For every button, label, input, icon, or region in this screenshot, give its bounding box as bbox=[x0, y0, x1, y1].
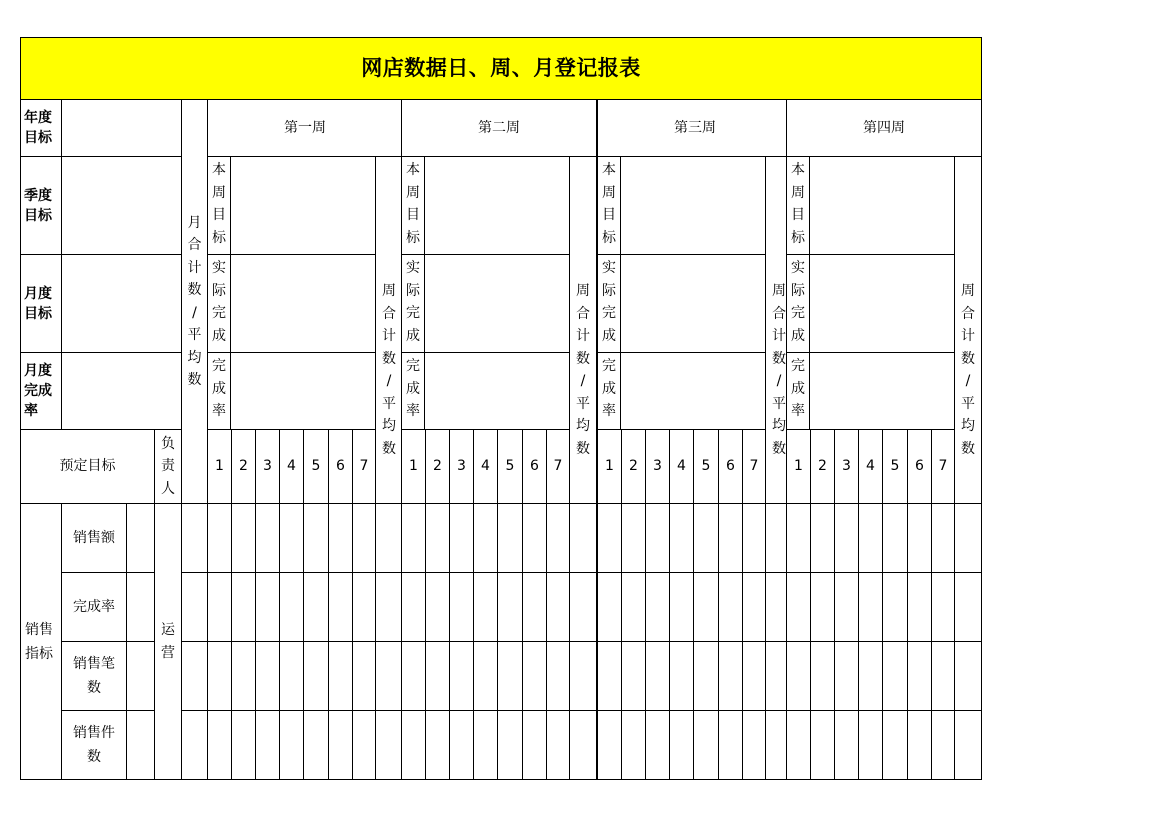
metric-cell[interactable] bbox=[693, 710, 719, 780]
metric-cell[interactable] bbox=[742, 641, 766, 711]
week-header: 第三周 bbox=[597, 99, 793, 157]
metric-cell[interactable] bbox=[931, 710, 955, 780]
metric-cell[interactable] bbox=[126, 710, 155, 780]
metric-cell[interactable] bbox=[810, 710, 835, 780]
day-number: 5 bbox=[882, 429, 908, 504]
metric-cell[interactable] bbox=[954, 503, 982, 573]
metric-cell[interactable] bbox=[718, 503, 743, 573]
metric-cell[interactable] bbox=[786, 503, 811, 573]
metric-cell[interactable] bbox=[126, 641, 155, 711]
day-number: 2 bbox=[425, 429, 450, 504]
day-number: 5 bbox=[693, 429, 719, 504]
metric-cell[interactable] bbox=[931, 641, 955, 711]
metric-cell[interactable] bbox=[546, 710, 570, 780]
metric-cell[interactable] bbox=[907, 503, 932, 573]
day-number: 4 bbox=[279, 429, 304, 504]
metric-cell[interactable] bbox=[718, 572, 743, 642]
owner-label: 负 责 人 bbox=[154, 429, 182, 504]
metric-cell[interactable] bbox=[181, 572, 208, 642]
metric-cell[interactable] bbox=[207, 710, 232, 780]
week-value-actual-completion[interactable] bbox=[230, 254, 376, 353]
metric-cell[interactable] bbox=[810, 503, 835, 573]
week-row-label-actual-completion: 实 际 完 成 bbox=[207, 254, 231, 353]
metric-cell[interactable] bbox=[786, 710, 811, 780]
week-row-label-completion-rate: 完 成 率 bbox=[786, 352, 810, 430]
metric-cell[interactable] bbox=[473, 503, 498, 573]
metric-cell[interactable] bbox=[693, 503, 719, 573]
day-number: 7 bbox=[742, 429, 766, 504]
metric-cell[interactable] bbox=[742, 572, 766, 642]
metric-cell[interactable] bbox=[621, 641, 646, 711]
label-monthly-target: 月度目标 bbox=[20, 254, 62, 353]
metric-cell[interactable] bbox=[449, 710, 474, 780]
metric-cell[interactable] bbox=[546, 572, 570, 642]
owner-value: 运 营 bbox=[154, 503, 182, 780]
metric-cell[interactable] bbox=[834, 641, 859, 711]
metric-cell[interactable] bbox=[718, 641, 743, 711]
metric-cell[interactable] bbox=[497, 641, 523, 711]
week-value-weekly-target[interactable] bbox=[230, 156, 376, 255]
day-number: 1 bbox=[207, 429, 232, 504]
metric-label: 完成率 bbox=[61, 572, 127, 642]
week-row-label-weekly-target: 本 周 目 标 bbox=[207, 156, 231, 255]
week-total-header: 周 合 计 数 / 平 均 数 bbox=[569, 156, 597, 504]
week-total-header: 周 合 计 数 / 平 均 数 bbox=[954, 156, 982, 504]
metric-cell[interactable] bbox=[522, 641, 547, 711]
metric-cell[interactable] bbox=[931, 503, 955, 573]
metric-cell[interactable] bbox=[810, 572, 835, 642]
month-total-header: 月 合 计 数 / 平 均 数 bbox=[181, 99, 208, 504]
day-number: 3 bbox=[645, 429, 670, 504]
day-number: 4 bbox=[858, 429, 883, 504]
day-number: 6 bbox=[328, 429, 353, 504]
day-number: 1 bbox=[597, 429, 622, 504]
week-row-label-actual-completion: 实 际 完 成 bbox=[401, 254, 425, 353]
metric-cell[interactable] bbox=[497, 710, 523, 780]
metric-cell[interactable] bbox=[786, 641, 811, 711]
day-number: 4 bbox=[473, 429, 498, 504]
label-annual-target: 年度目标 bbox=[20, 99, 62, 157]
metric-cell[interactable] bbox=[718, 710, 743, 780]
week-value-weekly-target[interactable] bbox=[620, 156, 766, 255]
metric-cell[interactable] bbox=[231, 503, 256, 573]
metric-cell[interactable] bbox=[834, 710, 859, 780]
preset-target-label: 预定目标 bbox=[20, 429, 155, 504]
metric-cell[interactable] bbox=[621, 503, 646, 573]
metric-label: 销售笔数 bbox=[61, 641, 127, 711]
week-value-actual-completion[interactable] bbox=[620, 254, 766, 353]
metric-cell[interactable] bbox=[303, 503, 329, 573]
day-number: 2 bbox=[621, 429, 646, 504]
week-value-weekly-target[interactable] bbox=[424, 156, 570, 255]
value-monthly-target[interactable] bbox=[61, 254, 182, 353]
metric-cell[interactable] bbox=[425, 503, 450, 573]
value-annual-target[interactable] bbox=[61, 99, 182, 157]
metric-cell[interactable] bbox=[375, 572, 403, 642]
metric-cell[interactable] bbox=[645, 710, 670, 780]
metric-cell[interactable] bbox=[279, 641, 304, 711]
week-value-weekly-target[interactable] bbox=[809, 156, 955, 255]
metric-label: 销售件数 bbox=[61, 710, 127, 780]
metric-cell[interactable] bbox=[882, 572, 908, 642]
day-number: 6 bbox=[718, 429, 743, 504]
metric-cell[interactable] bbox=[546, 503, 570, 573]
week-total-header: 周 合 计 数 / 平 均 数 bbox=[375, 156, 403, 504]
metric-cell[interactable] bbox=[858, 641, 883, 711]
metric-cell[interactable] bbox=[328, 641, 353, 711]
week-row-label-completion-rate: 完 成 率 bbox=[597, 352, 621, 430]
week-row-label-completion-rate: 完 成 率 bbox=[207, 352, 231, 430]
metric-cell[interactable] bbox=[375, 710, 403, 780]
metric-cell[interactable] bbox=[181, 710, 208, 780]
label-quarterly-target: 季度目标 bbox=[20, 156, 62, 255]
metric-cell[interactable] bbox=[255, 641, 280, 711]
metric-cell[interactable] bbox=[449, 641, 474, 711]
metric-cell[interactable] bbox=[401, 710, 426, 780]
metric-cell[interactable] bbox=[425, 710, 450, 780]
metric-cell[interactable] bbox=[255, 572, 280, 642]
day-number: 6 bbox=[522, 429, 547, 504]
metric-cell[interactable] bbox=[645, 641, 670, 711]
metric-cell[interactable] bbox=[834, 572, 859, 642]
metric-cell[interactable] bbox=[126, 503, 155, 573]
metric-cell[interactable] bbox=[621, 710, 646, 780]
metric-cell[interactable] bbox=[497, 503, 523, 573]
category-label: 销售指标 bbox=[20, 503, 62, 780]
week-total-header: 周 合 计 数 / 平 均 数 bbox=[765, 156, 793, 504]
metric-cell[interactable] bbox=[303, 641, 329, 711]
metric-cell[interactable] bbox=[569, 641, 597, 711]
metric-cell[interactable] bbox=[645, 572, 670, 642]
metric-cell[interactable] bbox=[669, 503, 694, 573]
week-value-completion-rate[interactable] bbox=[424, 352, 570, 430]
metric-cell[interactable] bbox=[126, 572, 155, 642]
metric-cell[interactable] bbox=[352, 641, 376, 711]
metric-cell[interactable] bbox=[231, 572, 256, 642]
metric-cell[interactable] bbox=[907, 572, 932, 642]
label-monthly-completion-rate: 月度完成率 bbox=[20, 352, 62, 430]
week-header: 第四周 bbox=[786, 99, 982, 157]
metric-cell[interactable] bbox=[303, 710, 329, 780]
metric-cell[interactable] bbox=[231, 641, 256, 711]
day-number: 7 bbox=[352, 429, 376, 504]
day-number: 3 bbox=[255, 429, 280, 504]
week-row-label-actual-completion: 实 际 完 成 bbox=[597, 254, 621, 353]
day-number: 1 bbox=[401, 429, 426, 504]
value-monthly-completion-rate[interactable] bbox=[61, 352, 182, 430]
metric-cell[interactable] bbox=[352, 572, 376, 642]
day-number: 7 bbox=[931, 429, 955, 504]
week-value-completion-rate[interactable] bbox=[620, 352, 766, 430]
metric-cell[interactable] bbox=[425, 641, 450, 711]
metric-cell[interactable] bbox=[352, 710, 376, 780]
day-number: 4 bbox=[669, 429, 694, 504]
metric-cell[interactable] bbox=[207, 503, 232, 573]
metric-cell[interactable] bbox=[279, 572, 304, 642]
metric-cell[interactable] bbox=[522, 503, 547, 573]
metric-cell[interactable] bbox=[279, 710, 304, 780]
week-row-label-completion-rate: 完 成 率 bbox=[401, 352, 425, 430]
metric-cell[interactable] bbox=[473, 572, 498, 642]
metric-cell[interactable] bbox=[522, 572, 547, 642]
metric-cell[interactable] bbox=[328, 503, 353, 573]
day-number: 2 bbox=[810, 429, 835, 504]
metric-cell[interactable] bbox=[352, 503, 376, 573]
week-row-label-weekly-target: 本 周 目 标 bbox=[401, 156, 425, 255]
metric-cell[interactable] bbox=[907, 641, 932, 711]
metric-cell[interactable] bbox=[375, 503, 403, 573]
metric-cell[interactable] bbox=[303, 572, 329, 642]
metric-cell[interactable] bbox=[907, 710, 932, 780]
metric-cell[interactable] bbox=[742, 710, 766, 780]
metric-cell[interactable] bbox=[954, 572, 982, 642]
day-number: 2 bbox=[231, 429, 256, 504]
metric-cell[interactable] bbox=[181, 503, 208, 573]
metric-cell[interactable] bbox=[569, 710, 597, 780]
metric-cell[interactable] bbox=[858, 503, 883, 573]
metric-cell[interactable] bbox=[207, 641, 232, 711]
metric-cell[interactable] bbox=[597, 710, 622, 780]
metric-cell[interactable] bbox=[693, 641, 719, 711]
metric-cell[interactable] bbox=[401, 572, 426, 642]
day-number: 5 bbox=[303, 429, 329, 504]
metric-cell[interactable] bbox=[742, 503, 766, 573]
metric-cell[interactable] bbox=[834, 503, 859, 573]
metric-cell[interactable] bbox=[669, 572, 694, 642]
metric-cell[interactable] bbox=[449, 503, 474, 573]
metric-cell[interactable] bbox=[954, 641, 982, 711]
day-number: 1 bbox=[786, 429, 811, 504]
metric-cell[interactable] bbox=[425, 572, 450, 642]
day-number: 7 bbox=[546, 429, 570, 504]
metric-cell[interactable] bbox=[497, 572, 523, 642]
metric-cell[interactable] bbox=[645, 503, 670, 573]
day-number: 3 bbox=[449, 429, 474, 504]
metric-cell[interactable] bbox=[693, 572, 719, 642]
week-row-label-weekly-target: 本 周 目 标 bbox=[786, 156, 810, 255]
metric-cell[interactable] bbox=[279, 503, 304, 573]
metric-cell[interactable] bbox=[954, 710, 982, 780]
metric-cell[interactable] bbox=[328, 572, 353, 642]
metric-cell[interactable] bbox=[882, 710, 908, 780]
metric-cell[interactable] bbox=[569, 503, 597, 573]
metric-cell[interactable] bbox=[858, 710, 883, 780]
metric-cell[interactable] bbox=[375, 641, 403, 711]
week-row-label-weekly-target: 本 周 目 标 bbox=[597, 156, 621, 255]
metric-cell[interactable] bbox=[669, 641, 694, 711]
metric-cell[interactable] bbox=[931, 572, 955, 642]
report-title: 网店数据日、周、月登记报表 bbox=[20, 37, 982, 100]
metric-cell[interactable] bbox=[401, 641, 426, 711]
day-number: 5 bbox=[497, 429, 523, 504]
metric-cell[interactable] bbox=[882, 503, 908, 573]
day-number: 3 bbox=[834, 429, 859, 504]
metric-cell[interactable] bbox=[786, 572, 811, 642]
metric-cell[interactable] bbox=[255, 710, 280, 780]
day-number: 6 bbox=[907, 429, 932, 504]
metric-cell[interactable] bbox=[597, 572, 622, 642]
metric-cell[interactable] bbox=[522, 710, 547, 780]
metric-cell[interactable] bbox=[255, 503, 280, 573]
metric-cell[interactable] bbox=[231, 710, 256, 780]
metric-cell[interactable] bbox=[181, 641, 208, 711]
metric-cell[interactable] bbox=[669, 710, 694, 780]
metric-cell[interactable] bbox=[621, 572, 646, 642]
week-header: 第一周 bbox=[207, 99, 403, 157]
metric-cell[interactable] bbox=[882, 641, 908, 711]
metric-cell[interactable] bbox=[810, 641, 835, 711]
metric-label: 销售额 bbox=[61, 503, 127, 573]
metric-cell[interactable] bbox=[473, 641, 498, 711]
metric-cell[interactable] bbox=[546, 641, 570, 711]
week-value-actual-completion[interactable] bbox=[424, 254, 570, 353]
week-value-actual-completion[interactable] bbox=[809, 254, 955, 353]
metric-cell[interactable] bbox=[207, 572, 232, 642]
value-quarterly-target[interactable] bbox=[61, 156, 182, 255]
metric-cell[interactable] bbox=[597, 641, 622, 711]
metric-cell[interactable] bbox=[401, 503, 426, 573]
metric-cell[interactable] bbox=[858, 572, 883, 642]
metric-cell[interactable] bbox=[569, 572, 597, 642]
metric-cell[interactable] bbox=[449, 572, 474, 642]
metric-cell[interactable] bbox=[473, 710, 498, 780]
metric-cell[interactable] bbox=[597, 503, 622, 573]
week-header: 第二周 bbox=[401, 99, 597, 157]
metric-cell[interactable] bbox=[328, 710, 353, 780]
week-value-completion-rate[interactable] bbox=[230, 352, 376, 430]
week-row-label-actual-completion: 实 际 完 成 bbox=[786, 254, 810, 353]
week-value-completion-rate[interactable] bbox=[809, 352, 955, 430]
